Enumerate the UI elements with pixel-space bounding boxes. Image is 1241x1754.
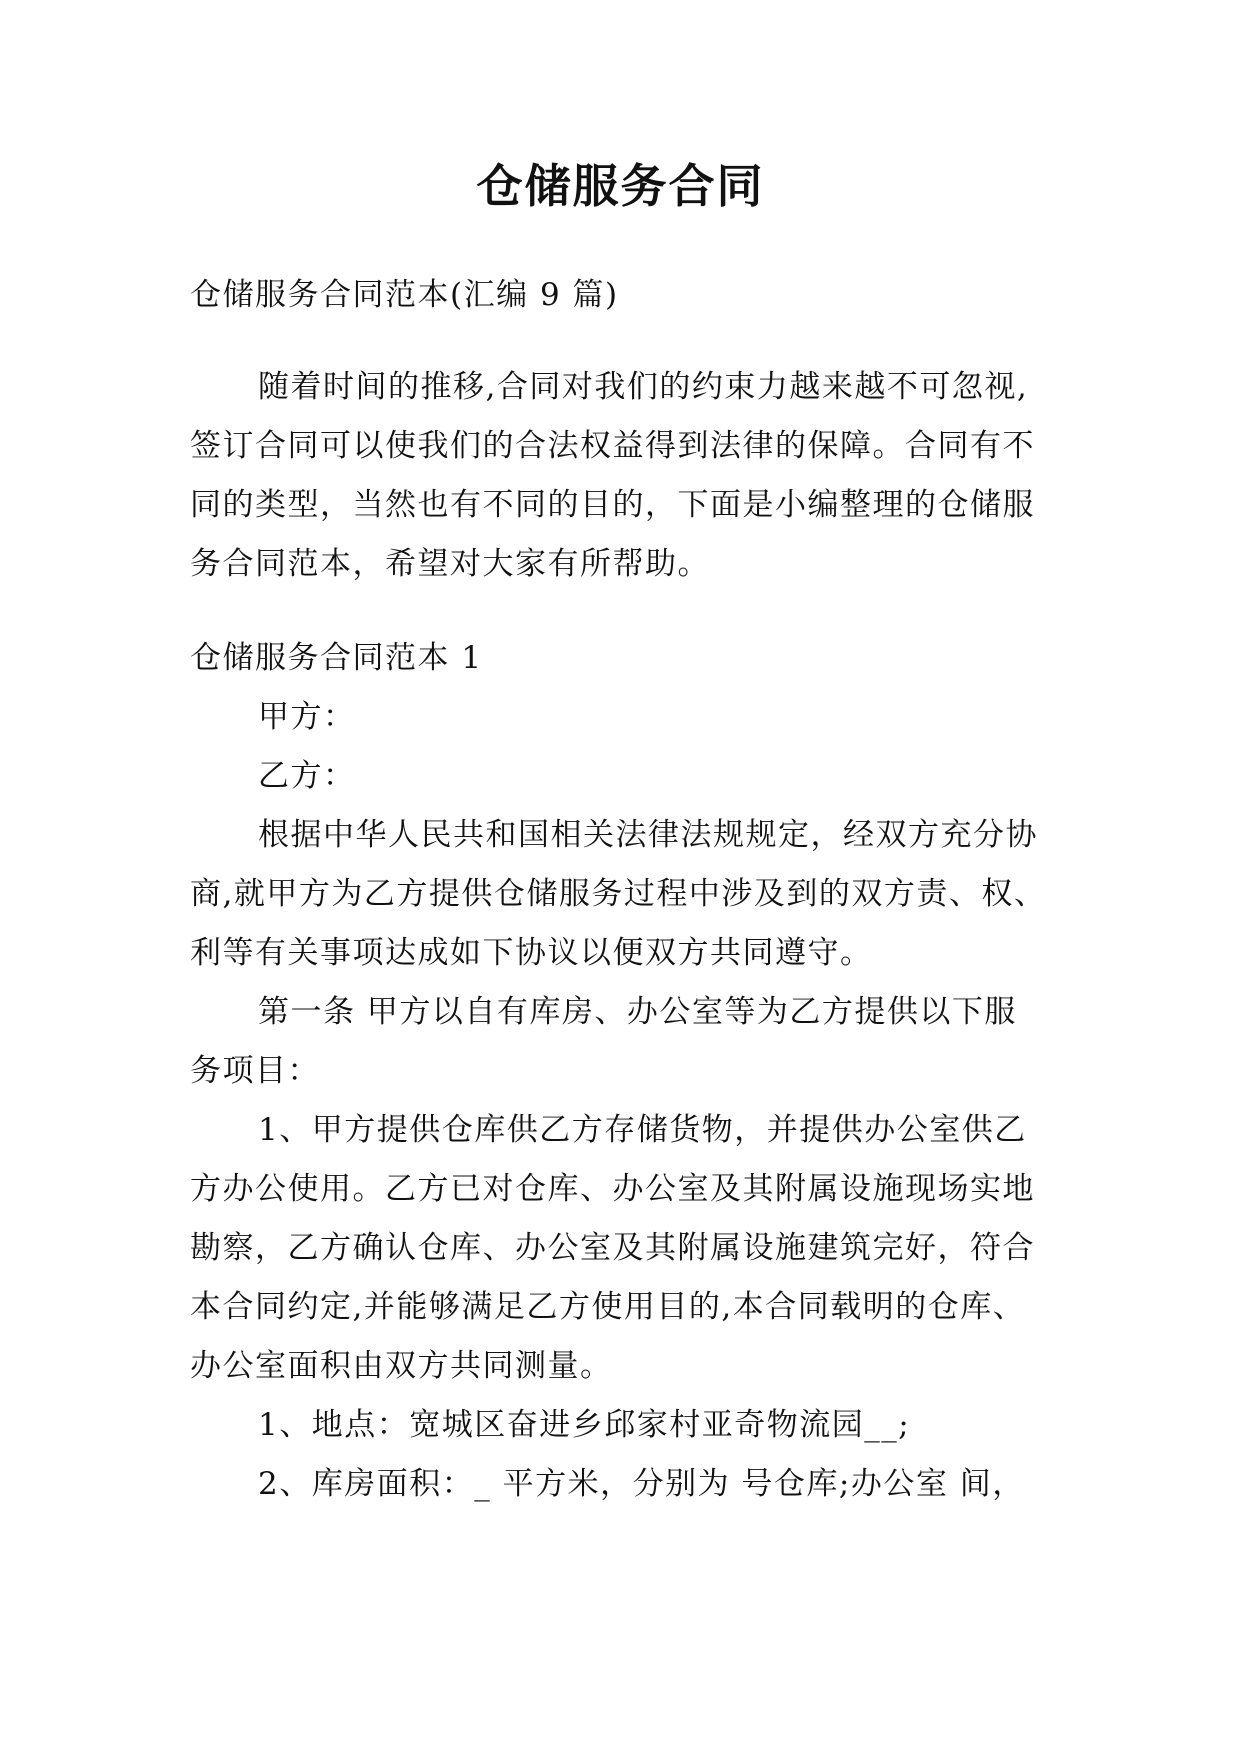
- location-line: 1、地点：宽城区奋进乡邱家村亚奇物流园__;: [258, 1407, 911, 1443]
- intro-line: 随着时间的推移,合同对我们的约束力越来越不可忽视,: [258, 369, 1029, 405]
- intro-line: 务合同范本，希望对大家有所帮助。: [190, 546, 710, 582]
- item1-line: 本合同约定,并能够满足乙方使用目的,本合同载明的仓库、: [190, 1289, 1026, 1325]
- intro-line: 同的类型，当然也有不同的目的，下面是小编整理的仓储服: [190, 487, 1035, 523]
- item1-line: 1、甲方提供仓库供乙方存储货物，并提供办公室供乙: [258, 1112, 1027, 1148]
- intro-line: 签订合同可以使我们的合法权益得到法律的保障。合同有不: [190, 428, 1035, 464]
- document-subtitle: [190, 266, 1052, 325]
- area-line: 2、库房面积：_ 平方米，分别为 号仓库;办公室 间，: [258, 1466, 1025, 1502]
- party-b-label: 乙方：: [258, 758, 356, 794]
- contract-body: [190, 629, 1052, 1514]
- item1-line: 方办公使用。乙方已对仓库、办公室及其附属设施现场实地: [190, 1171, 1035, 1207]
- document-title: 仓储服务合同: [476, 159, 765, 213]
- item1-line: 勘察，乙方确认仓库、办公室及其附属设施建筑完好，符合: [190, 1230, 1035, 1266]
- article1-line: 务项目：: [190, 1053, 320, 1089]
- basis-line: 商,就甲方为乙方提供仓储服务过程中涉及到的双方责、权、: [190, 876, 1047, 912]
- basis-line: 根据中华人民共和国相关法律法规规定，经双方充分协: [258, 817, 1038, 853]
- basis-line: 利等有关事项达成如下协议以便双方共同遵守。: [190, 935, 873, 971]
- intro-paragraph: [190, 358, 1052, 594]
- subtitle-line: 仓储服务合同范本(汇编 9 篇): [190, 277, 619, 313]
- section-heading: 仓储服务合同范本 1: [190, 640, 483, 676]
- article1-line: 第一条 甲方以自有库房、办公室等为乙方提供以下服: [258, 994, 1017, 1030]
- party-a-label: 甲方：: [258, 699, 356, 735]
- item1-line: 办公室面积由双方共同测量。: [190, 1348, 613, 1384]
